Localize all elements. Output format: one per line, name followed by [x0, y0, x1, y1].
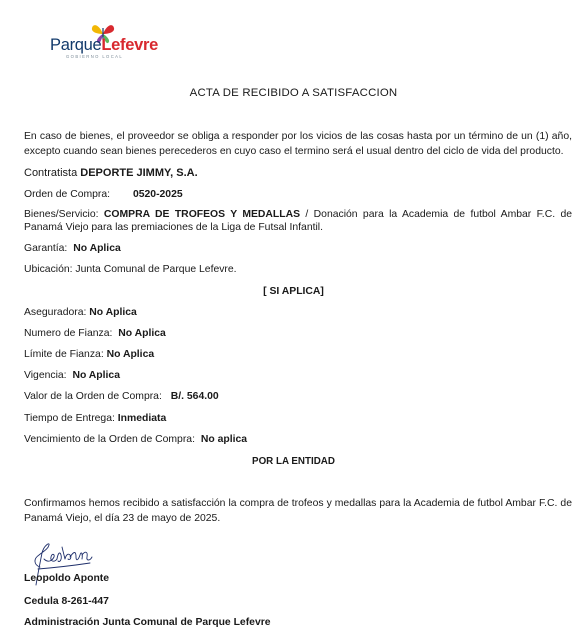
document-title: ACTA DE RECIBIDO A SATISFACCION [189, 87, 398, 99]
logo-tagline: GOBIERNO LOCAL [66, 54, 124, 59]
contratista-value: DEPORTE JIMMY, S.A. [80, 167, 198, 179]
signatory-role: Administración Junta Comunal de Parque Lefevre [24, 617, 271, 628]
orden-value: 0520-2025 [132, 189, 183, 200]
vigencia-line [24, 370, 120, 381]
fianza-numero-value: No Aplica [118, 328, 166, 339]
valor-line [24, 391, 219, 402]
garantia-label: Garantía: [24, 243, 68, 254]
vencimiento-label: Vencimiento de la Orden de Compra: [24, 434, 195, 445]
fianza-limite-line [24, 349, 154, 360]
valor-label: Valor de la Orden de Compra: [24, 391, 162, 402]
contratista-line [24, 167, 198, 179]
valor-value: B/. 564.00 [170, 391, 219, 402]
tiempo-label: Tiempo de Entrega: [24, 413, 115, 424]
bienes-value-rest: / Donación para la Academia de futbol Ambar F.C. de Panamá Viejo para las premiaciones de la Liga de Futsal Infantil. [24, 209, 572, 233]
aseguradora-label: Aseguradora: [24, 307, 87, 318]
orden-line [24, 189, 183, 200]
vigencia-value: No Aplica [72, 370, 120, 381]
aseguradora-line [24, 307, 137, 318]
vigencia-label: Vigencia: [24, 370, 67, 381]
contratista-label: Contratista [24, 167, 78, 179]
bienes-line [24, 208, 572, 234]
bienes-value-bold: COMPRA DE TROFEOS Y MEDALLAS [103, 209, 301, 220]
logo-text: ParqueLefevre [50, 36, 159, 54]
ubicacion-label: Ubicación: [24, 264, 73, 275]
si-aplica-heading: [ SI APLICA] [263, 286, 324, 297]
fianza-limite-value: No Aplica [106, 349, 155, 360]
vencimiento-value: No aplica [200, 434, 248, 445]
ubicacion-value: Junta Comunal de Parque Lefevre. [75, 264, 237, 275]
tiempo-value: Inmediata [117, 413, 167, 424]
tiempo-line [24, 413, 166, 424]
fianza-numero-label: Numero de Fianza: [24, 328, 113, 339]
bienes-label: Bienes/Servicio: [24, 209, 99, 220]
fianza-limite-label: Límite de Fianza: [24, 349, 104, 360]
orden-label: Orden de Compra: [24, 189, 111, 200]
garantia-line [24, 243, 121, 254]
vencimiento-line [24, 434, 247, 445]
por-la-entidad-heading: POR LA ENTIDAD [252, 456, 335, 467]
garantia-value: No Aplica [73, 243, 121, 254]
signatory-name: Leopoldo Aponte [24, 573, 110, 584]
fianza-numero-line [24, 328, 166, 339]
signatory-cedula: Cedula 8-261-447 [24, 596, 109, 607]
aseguradora-value: No Aplica [89, 307, 137, 318]
logo [48, 22, 178, 62]
intro-paragraph: En caso de bienes, el proveedor se obliga a responder por los vicios de las cosas hasta por un término de un (1) año, excepto cuando sean bienes perecederos en cuyo caso el termino será el usual dentro del ciclo de vida del producto. [24, 131, 572, 157]
confirm-paragraph: Confirmamos hemos recibido a satisfacción la compra de trofeos y medallas para la Academia de futbol Ambar F.C. de Panamá Viejo, el día 23 de mayo de 2025. [24, 498, 572, 524]
ubicacion-line [24, 264, 237, 275]
